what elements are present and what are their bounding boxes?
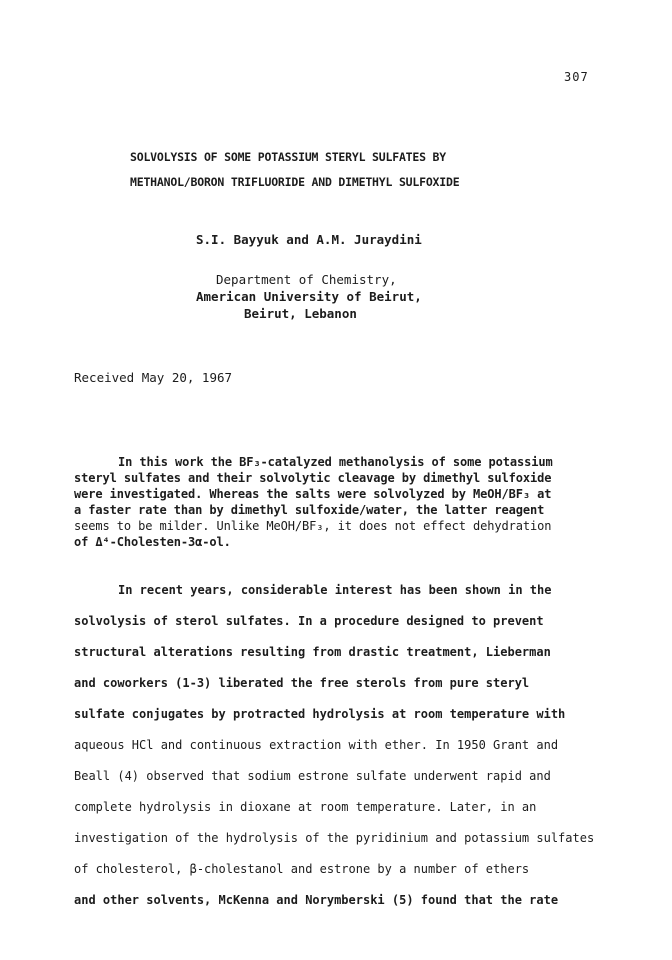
body-line: and other solvents, McKenna and Norymberski (5) found that the rate — [74, 893, 559, 907]
body-line: solvolysis of sterol sulfates. In a procedure designed to prevent — [74, 614, 544, 628]
body-line: of cholesterol, β-cholestanol and estrone by a number of ethers — [74, 862, 530, 876]
page-number: 307 — [564, 70, 589, 84]
abstract-line: a faster rate than by dimethyl sulfoxide/water, the latter reagent — [74, 503, 545, 517]
body-line: complete hydrolysis in dioxane at room temperature. Later, in an — [74, 800, 537, 814]
body-line: and coworkers (1-3) liberated the free sterols from pure steryl — [74, 676, 530, 690]
affiliation-department: Department of Chemistry, — [216, 272, 397, 287]
abstract-line: steryl sulfates and their solvolytic cleavage by dimethyl sulfoxide — [74, 471, 552, 485]
affiliation-location: Beirut, Lebanon — [244, 306, 357, 321]
authors: S.I. Bayyuk and A.M. Juraydini — [196, 232, 422, 247]
body-line: Beall (4) observed that sodium estrone sulfate underwent rapid and — [74, 769, 551, 783]
paper-title-line-1: SOLVOLYSIS OF SOME POTASSIUM STERYL SULFATES BY — [130, 150, 447, 164]
abstract-line: of Δ⁴-Cholesten-3α-ol. — [74, 535, 231, 549]
paper-title-line-2: METHANOL/BORON TRIFLUORIDE AND DIMETHYL SULFOXIDE — [130, 175, 460, 189]
received-date: Received May 20, 1967 — [74, 370, 233, 385]
body-line: structural alterations resulting from drastic treatment, Lieberman — [74, 645, 551, 659]
body-line: In recent years, considerable interest has been shown in the — [118, 583, 552, 597]
abstract-line: In this work the BF₃-catalyzed methanolysis of some potassium — [118, 455, 553, 469]
body-line: aqueous HCl and continuous extraction with ether. In 1950 Grant and — [74, 738, 559, 752]
affiliation-university: American University of Beirut, — [196, 289, 422, 304]
abstract-line: were investigated. Whereas the salts were solvolyzed by MeOH/BF₃ at — [74, 487, 552, 501]
body-line: sulfate conjugates by protracted hydrolysis at room temperature with — [74, 707, 566, 721]
body-line: investigation of the hydrolysis of the pyridinium and potassium sulfates — [74, 831, 595, 845]
abstract-line: seems to be milder. Unlike MeOH/BF₃, it does not effect dehydration — [74, 519, 552, 533]
